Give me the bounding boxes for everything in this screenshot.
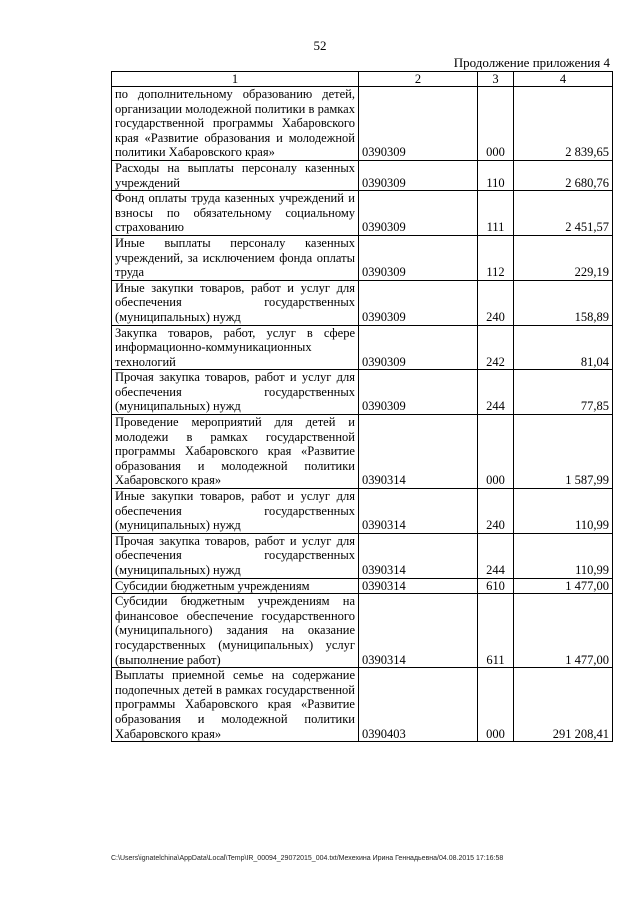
header-col-2: 2	[359, 72, 478, 87]
row-description: Проведение мероприятий для детей и молодежи в рамках государственной программы Хабаровского края «Развитие образования и молодежной политики Хабаровского края»	[112, 415, 359, 489]
budget-table	[111, 71, 613, 742]
row-target-code: 0390309	[359, 280, 478, 325]
header-col-3: 3	[478, 72, 514, 87]
table-row	[112, 280, 613, 325]
row-description: Прочая закупка товаров, работ и услуг для обеспечения государственных (муниципальных) нужд	[112, 533, 359, 578]
row-amount: 110,99	[514, 489, 613, 534]
table-row	[112, 533, 613, 578]
table-row	[112, 191, 613, 236]
row-target-code: 0390403	[359, 668, 478, 742]
row-amount: 110,99	[514, 533, 613, 578]
row-description: по дополнительному образованию детей, организации молодежной политики в рамках государственной программы Хабаровского края «Развитие образования и молодежной политики Хабаровского края»	[112, 87, 359, 161]
table-row	[112, 668, 613, 742]
row-amount: 1 587,99	[514, 415, 613, 489]
row-expense-type: 112	[478, 235, 514, 280]
row-expense-type: 242	[478, 325, 514, 370]
row-target-code: 0390309	[359, 235, 478, 280]
table-row	[112, 160, 613, 190]
row-target-code: 0390309	[359, 160, 478, 190]
row-expense-type: 000	[478, 415, 514, 489]
row-target-code: 0390309	[359, 191, 478, 236]
row-description: Субсидии бюджетным учреждениям	[112, 578, 359, 594]
row-expense-type: 000	[478, 87, 514, 161]
row-expense-type: 611	[478, 594, 514, 668]
table-row	[112, 87, 613, 161]
row-amount: 81,04	[514, 325, 613, 370]
row-description: Иные закупки товаров, работ и услуг для обеспечения государственных (муниципальных) нужд	[112, 280, 359, 325]
row-target-code: 0390309	[359, 370, 478, 415]
row-amount: 2 839,65	[514, 87, 613, 161]
table-row	[112, 370, 613, 415]
row-description: Прочая закупка товаров, работ и услуг для обеспечения государственных (муниципальных) нужд	[112, 370, 359, 415]
row-expense-type: 110	[478, 160, 514, 190]
row-target-code: 0390314	[359, 594, 478, 668]
row-target-code: 0390314	[359, 415, 478, 489]
row-expense-type: 244	[478, 533, 514, 578]
appendix-caption: Продолжение приложения 4	[453, 55, 610, 70]
row-target-code: 0390309	[359, 87, 478, 161]
row-target-code: 0390314	[359, 489, 478, 534]
row-description: Иные закупки товаров, работ и услуг для обеспечения государственных (муниципальных) нужд	[112, 489, 359, 534]
table-row	[112, 489, 613, 534]
row-amount: 1 477,00	[514, 594, 613, 668]
table-row	[112, 594, 613, 668]
row-target-code: 0390314	[359, 578, 478, 594]
row-target-code: 0390309	[359, 325, 478, 370]
page-number: 52	[313, 38, 327, 53]
row-amount: 291 208,41	[514, 668, 613, 742]
table-body	[112, 87, 613, 742]
table-row	[112, 325, 613, 370]
row-expense-type: 111	[478, 191, 514, 236]
table-row	[112, 578, 613, 594]
header-col-1: 1	[112, 72, 359, 87]
header-row	[112, 72, 613, 87]
row-description: Закупка товаров, работ, услуг в сфере информационно-коммуникационных технологий	[112, 325, 359, 370]
row-expense-type: 610	[478, 578, 514, 594]
row-description: Расходы на выплаты персоналу казенных учреждений	[112, 160, 359, 190]
row-description: Фонд оплаты труда казенных учреждений и взносы по обязательному социальному страхованию	[112, 191, 359, 236]
row-description: Иные выплаты персоналу казенных учреждений, за исключением фонда оплаты труда	[112, 235, 359, 280]
row-target-code: 0390314	[359, 533, 478, 578]
header-col-4: 4	[514, 72, 613, 87]
row-expense-type: 000	[478, 668, 514, 742]
row-expense-type: 240	[478, 489, 514, 534]
row-amount: 2 451,57	[514, 191, 613, 236]
row-expense-type: 244	[478, 370, 514, 415]
row-description: Выплаты приемной семье на содержание подопечных детей в рамках государственной программы Хабаровского края «Развитие образования и молодежной политики Хабаровского края»	[112, 668, 359, 742]
row-amount: 77,85	[514, 370, 613, 415]
table-row	[112, 235, 613, 280]
table-row	[112, 415, 613, 489]
row-description: Субсидии бюджетным учреждениям на финансовое обеспечение государственного (муниципального) задания на оказание государственных (муниципальных) услуг (выполнение работ)	[112, 594, 359, 668]
row-amount: 2 680,76	[514, 160, 613, 190]
row-amount: 1 477,00	[514, 578, 613, 594]
file-path-footer: C:\Users\ignatelchina\AppData\Local\Temp\IR_00094_29072015_004.txt/Мехехина Ирина Геннадьевна/04.08.2015 17:16:58	[111, 855, 504, 862]
row-expense-type: 240	[478, 280, 514, 325]
row-amount: 229,19	[514, 235, 613, 280]
row-amount: 158,89	[514, 280, 613, 325]
